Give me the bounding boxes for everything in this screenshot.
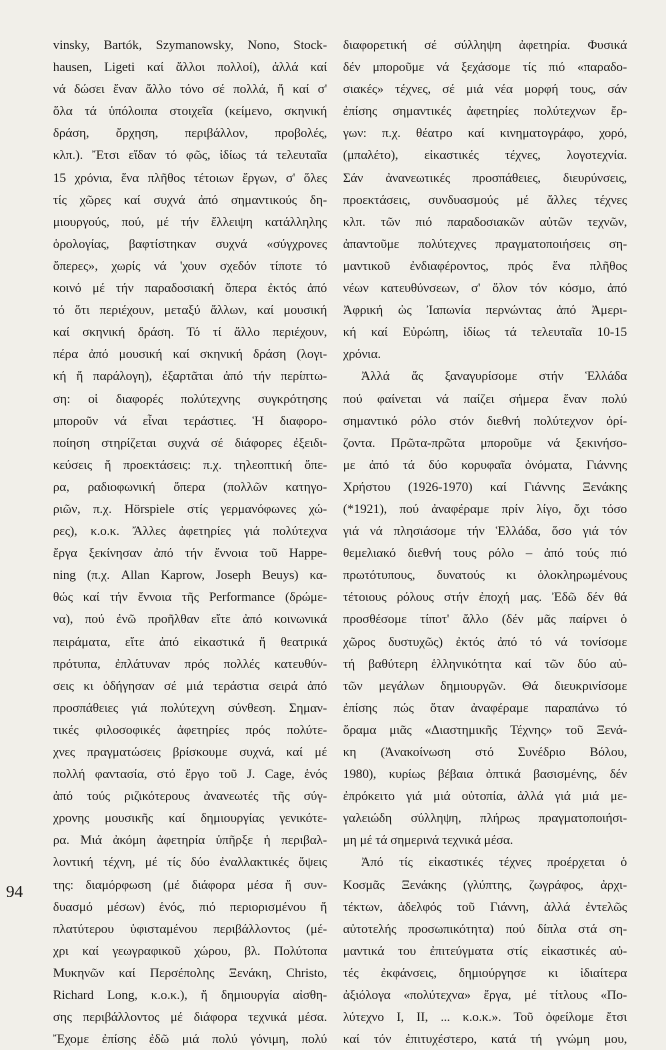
- right-column-line: σημαντικό ρόλο στόν διεθνή πολύτεχνον ὁρί-: [343, 412, 627, 428]
- right-column-line: ἐπρόκειτο γιά μιά οὐτοπία, ἀλλά γιά μιά με-: [343, 788, 627, 804]
- right-column-line: προσθέσομε τίποτ' ἄλλο (δέν μᾶς παίρνει ὁ: [343, 611, 627, 627]
- right-column-line: κλπ. τῶν πιό παραδοσιακῶν αὐτῶν τεχνῶν,: [343, 213, 627, 229]
- left-column-line: τίς χῶρες καί συχνά ἀπό σημαντικούς δη-: [53, 191, 327, 207]
- right-column-line: 1980), κυρίως βέβαια ὀπτικά βασισμένης, δέν: [343, 766, 627, 782]
- right-column-line: κη (Ἀνακοίνωση στό Συνέδριο Βόλου,: [343, 744, 627, 759]
- left-column-line: ning (π.χ. Allan Kaprow, Joseph Beuys) κα-: [53, 567, 327, 583]
- left-column-line: χρι καί γεωγραφικοῦ χώρου, βλ. Πολύτοπα: [53, 942, 327, 958]
- right-column-line: Χρήστου (1926-1970) καί Γιάννης Ξενάκης: [343, 478, 627, 494]
- right-column-line: μαντικοῦ ἐνδιαφέροντος, πρός ἕνα πλῆθος: [343, 257, 627, 273]
- right-column-line: Κοσμᾶς Ξενάκης (γλύπτης, ζωγράφος, ἀρχι-: [343, 876, 627, 892]
- right-column-line: νέων κατευθύνσεων, σ' ὅλον τόν κόσμο, ἀπό: [343, 280, 627, 296]
- left-column-line: λοντική τέχνη, μέ τίς δύο ἐναλλακτικές ὄψεις: [53, 854, 327, 870]
- right-column-line: τέτοιους ρόλους στήν ἐποχή μας. Ἐδῶ δέν θά: [343, 589, 627, 605]
- left-column-line: πολλή φαντασία, στό ἔργο τοῦ J. Cage, ἑνός: [53, 766, 327, 782]
- left-column-line: κεύσεις ἤ προεκτάσεις: π.χ. τηλεοπτική ὄπε-: [53, 456, 327, 472]
- left-column-line: Richard Long, κ.ο.κ.), ἤ δημιουργία αἰσθη-: [53, 987, 327, 1003]
- left-column-line: κή ἤ παράλογη), ἐξαρτᾶται ἀπό τήν περίπτω-: [53, 368, 327, 384]
- left-column-line: Μυκηνῶν καί Περσέπολης Ξενάκη, Christo,: [53, 964, 327, 980]
- left-column-line: ση: οἱ διαφορές πολύτεχνης συγκρότησης: [53, 390, 327, 406]
- right-column-line: ζοντα. Πρῶτα-πρῶτα μποροῦμε νά ξεκινήσο-: [343, 434, 627, 450]
- right-column-line: γαλειώδη σύλληψη, πλήρως πραγματοποιήσι-: [343, 810, 627, 826]
- right-column-line: ἐπίσης σημαντικές ἀφετηρίες πολύτεχνων ἔρ-: [343, 103, 627, 119]
- left-column-line: ἔργα ξεκίνησαν ἀπό τήν ἔννοια τοῦ Happe-: [53, 545, 327, 561]
- right-column-line: προεκτάσεις, συνδυασμούς μέ ἄλλες τέχνες: [343, 191, 627, 207]
- right-column-line: τή βαθύτερη ἑλληνικότητα καί τῶν δύο αὐ-: [343, 655, 627, 671]
- left-column-line: κλπ.). Ἔτσι εἴδαν τό φῶς, ἰδίως τά τελευταῖα: [53, 147, 327, 163]
- right-column-line: γων: π.χ. θέατρο καί κινηματογράφο, χορό,: [343, 125, 627, 141]
- right-column-line: λύτεχνο I, II, ... κ.ο.κ.». Τοῦ ὀφείλομε ἔτσι: [343, 1009, 627, 1025]
- left-column-line: καί σκηνική δράση. Τό τί ἄλλο περιέχουν,: [53, 324, 327, 340]
- right-column-line: θεμελιακό διεθνή τους ρόλο – ἀπό τούς πιό: [343, 545, 627, 561]
- right-column-line: Ἀπό τίς εἰκαστικές τέχνες προέρχεται ὁ: [361, 854, 627, 870]
- right-column-line: ἀπαντοῦμε πολύτεχνες πραγματοποιήσεις ση-: [343, 235, 627, 251]
- right-column-line: τῶν μεγάλων δημιουργῶν. Θά διευκρινίσομε: [343, 677, 627, 693]
- left-column-line: πέρα ἀπό μουσική καί σκηνική δράση (λογι-: [53, 346, 327, 362]
- left-column-line: τό ὅτι περιέχουν, μεταξύ ἄλλων, καί μουσική: [53, 302, 327, 318]
- right-column-line: Ἀλλά ἄς ξαναγυρίσομε στήν Ἑλλάδα: [361, 368, 627, 384]
- left-column-line: ἀπό τούς ριζικότερους ἀνανεωτές τῆς σύγ-: [53, 788, 327, 804]
- left-column-line: ρα, ραδιοφωνική ὄπερα (πολλῶν κατηγο-: [53, 478, 327, 494]
- left-column-line: κοινό μέ τήν παραδοσιακή ὄπερα ἐκτός ἀπό: [53, 280, 327, 296]
- right-column-line: τές ἐκφάνσεις, δημιούργησε κι ἰδιαίτερα: [343, 964, 627, 980]
- left-column-line: ὄπερες», χωρίς νά 'χουν σχεδόν τίποτε τό: [53, 257, 327, 273]
- right-column-line: μη μέ τά σημερινά τεχνικά μέσα.: [343, 832, 514, 848]
- left-column-line: ὅλα τά ὑπόλοιπα στοιχεῖα (κείμενο, σκηνική: [53, 103, 327, 119]
- left-column-line: 15 χρόνια, ἕνα πλῆθος τέτοιων ἔργων, σ' ὅλες: [53, 169, 327, 185]
- left-column-line: της: διαμόρφωση (μέ διάφορα μέσα ἤ συν-: [53, 876, 327, 892]
- right-column-line: Σάν ἀνανεωτικές προσπάθειες, διευρύνσεις,: [343, 169, 627, 185]
- left-column-line: να), πού ἐνῶ προῆλθαν εἴτε ἀπό κοινωνικά: [53, 611, 327, 627]
- left-column-line: πειράματα, εἴτε ἀπό εἰκαστικά ἤ θεατρικά: [53, 633, 327, 649]
- left-column-line: σης περιβάλλοντος μέ διάφορα τεχνικά μέσα.: [53, 1009, 327, 1025]
- left-column-line: νά δώσει ἔναν ἄλλο τόνο σέ πολλά, ἤ καί σ': [53, 81, 327, 97]
- left-column-line: δυασμό μέσων) ἑνός, πιό περιορισμένου ἤ: [53, 898, 327, 914]
- left-column-line: hausen, Ligeti καί ἄλλοι πολλοί), ἀλλά καί: [53, 59, 327, 75]
- left-column-line: ριῶν, π.χ. Hörspiele στίς γερμανόφωνες χώ-: [53, 500, 327, 516]
- right-column-line: καί τόν ἐπιτυχέστερο, κατά τή γνώμη μου,: [343, 1031, 627, 1047]
- right-column-line: ἀξιόλογα «πολύτεχνα» ἔργα, μέ τίτλους «Πο-: [343, 987, 627, 1003]
- left-column-line: θώς καί τήν ἔννοια τῆς Performance (δρώμε-: [53, 589, 327, 605]
- right-column-line: αὐτοτελής προσωπικότητα) πού δίπλα στά ση-: [343, 920, 627, 936]
- right-column-line: δέν μποροῦμε νά ξεχάσομε τίς πιό «παραδο-: [343, 59, 627, 75]
- left-column-line: ρες), κ.ο.κ. Ἄλλες ἀφετηρίες γιά πολύτεχνα: [53, 523, 327, 539]
- left-column-line: Ἔχομε ἐπίσης ἐδῶ μιά πολύ γόνιμη, πολύ: [53, 1031, 327, 1047]
- right-column-line: πρωτότυπους, δυνατούς κι ὁλοκληρωμένους: [343, 567, 627, 583]
- right-column-line: χρόνια.: [343, 346, 381, 362]
- left-column-line: τικές φιλοσοφικές ἀφετηρίες πρός πολύτε-: [53, 721, 327, 737]
- page-number: 94: [6, 882, 23, 901]
- right-column-line: ἐπίσης πώς ὅταν ἀναφέραμε παραπάνω τό: [343, 699, 627, 715]
- right-column-line: (*1921), πού ἀναφέραμε πρίν λίγο, ὄχι τόσο: [343, 500, 627, 516]
- left-column-line: μποροῦν νά εἶναι τεράστιες. Ἡ διαφορο-: [53, 412, 327, 428]
- right-column-line: με ἀπό τά δύο κορυφαῖα ὀνόματα, Γιάννης: [343, 456, 627, 472]
- right-column-line: τέκτων, ἀδελφός τοῦ Γιάννη, ἀλλά ἐντελῶς: [343, 898, 627, 914]
- left-column-line: δράση, ὄρχηση, περιβάλλον, προβολές,: [53, 125, 327, 141]
- right-column-line: (μπαλέτο), εἰκαστικές τέχνες, λογοτεχνία.: [343, 147, 627, 163]
- right-column-line: διαφορετική σέ σύλληψη ἀφετηρία. Φυσικά: [343, 37, 627, 52]
- left-column: [53, 34, 327, 1050]
- right-column-line: γιά νά πλησιάσομε τήν Ἑλλάδα, ὅσο γιά τόν: [343, 523, 627, 539]
- right-column-line: σιακές» τέχνες, σέ μιά νέα μορφή τους, σάν: [343, 81, 627, 97]
- left-column-line: ποίηση στηρίζεται συχνά σέ διάφορες ἐξειδι-: [53, 434, 327, 450]
- right-column-line: χῶρος δυστυχῶς) ἐκτός ἀπό τό νά τονίσομε: [343, 633, 627, 649]
- right-column-line: κή καί Εὐρώπη, ἰδίως τά τελευταῖα 10-15: [343, 324, 627, 340]
- right-column: [343, 34, 627, 1050]
- left-column-line: μιουργούς, πού, μέ τήν ἔλλειψη κατάλληλης: [53, 213, 327, 229]
- left-column-line: πρότυπα, ἐπλάτυναν πρός πολλές κατευθύν-: [53, 655, 327, 671]
- left-column-line: ὁρολογίας, βαφτίστηκαν συχνά «σύγχρονες: [53, 235, 327, 251]
- right-column-line: Ἀφρική ὡς Ἰαπωνία περνώντας ἀπό Ἀμερι-: [343, 302, 627, 318]
- left-column-line: χνες πραγματώσεις βρίσκουμε συχνά, καί μέ: [53, 744, 327, 759]
- right-column-line: πού φαίνεται νά παίζει σήμερα ἕναν πολύ: [343, 390, 627, 406]
- left-column-line: σεις κι ὁδήγησαν σέ μιά τεράστια σειρά ἀπό: [53, 677, 327, 693]
- left-column-line: vinsky, Bartók, Szymanowsky, Nono, Stock-: [53, 37, 327, 52]
- right-column-line: ὅραμα μιᾶς «Διαστημικῆς Τέχνης» τοῦ Ξενά-: [343, 721, 627, 737]
- left-column-line: ρα. Μιά ἀκόμη ἀφετηρία ὑπῆρξε ἡ περιβαλ-: [53, 832, 327, 848]
- left-column-line: προσπάθειες γιά πολύτεχνη σύνθεση. Σημαν-: [53, 699, 327, 715]
- left-column-line: πλατύτερου ὑφισταμένου περιβάλλοντος (μέ-: [53, 920, 327, 936]
- right-column-line: μαντικά του ἐπιτεύγματα στίς εἰκαστικές αὐ-: [343, 942, 627, 958]
- left-column-line: χρονης μουσικῆς καί δημιουργίας γενικότε-: [53, 810, 327, 826]
